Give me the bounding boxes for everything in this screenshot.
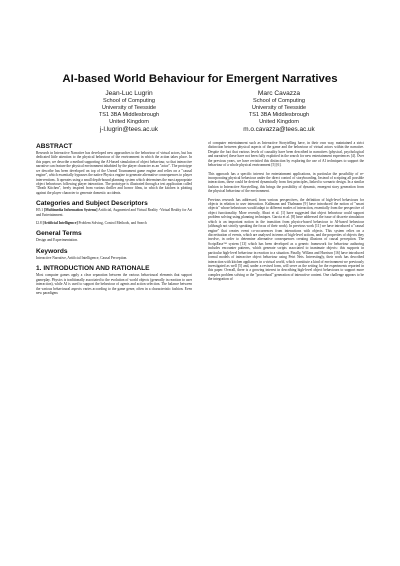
author-postcode: TS1 3BA Middlesbrough [248,111,310,118]
author-university: University of Teesside [251,104,307,111]
author-postcode: TS1 3BA Middlesbrough [98,111,160,118]
author-name: Marc Cavazza [257,90,301,97]
introduction-text-left: Most computer games apply a clear separation between the various behavioural elements that support gameplay. Physics is traditionally associated to the evolution of world objects (generally in reaction to user interaction), while AI is used to support the behaviour of agents and action selection. The balance between the various behavioural aspects varies according to the game genre, often in a characteristic fashion. Even new paradigms [36,273,192,296]
introduction-paragraph: This approach has a specific interest for entertainment applications, in particular the possibility of re-incorporating physical behaviour under the direct control of storyboarding. Instead of scripting all possible interactions, these could be derived dynamically from first principles, linked to scenario design. In a similar fashion to Interactive Storytelling, this brings the possibility of dynamic, emergent story generation from the physical behaviour of the environment. [208,171,364,194]
author-email[interactable]: m.o.cavazza@tees.ac.uk [243,125,315,133]
category-text: Problem Solving, Control Methods, and Search [78,221,147,226]
author-university: University of Teesside [101,104,157,111]
author-country: United Kingdom [109,118,149,125]
category-entry [36,208,192,217]
author-email[interactable]: j-l.lugrin@tees.ac.uk [100,125,158,133]
introduction-paragraph: Previous research has addressed, from various perspectives, the definition of high-level behaviours for objects in relation to user interaction. Kallmann and Thalmann [9] have introduced the notion of "smart objects" whose behaviours would adapt to different modes of interaction, essentially from the perspective of object functionality. More recently, Abaci et al. [1] have suggested that object behaviour could support problem solving using planning techniques. Garcia et al. [8] have addressed the issue of discrete simulation which is an important notion in the transition from physics-based behaviour to AI-based behaviour (although not strictly speaking the focus of their work). In previous work [11] we have introduced a "causal engine" that creates event co-occurrences from interactions with objects. This system relies on a discretisation of events, which are analysed in terms of high-level actions, and the properties of objects they involve, in order to determine alternative consequences creating illusions of causal perception. The ScriptEase™ system [13] which has been developed as a generic framework for behaviour authoring includes encounter patterns, which generate scripts associated to inanimate objects: this supports in particular high-level behaviour in reaction to a situation. Finally, Willans and Harrison [16] have introduced formal models of interactive object behaviour using Petri Nets. Interestingly, their work has described interaction with kitchen appliances in a virtual world, which constitute a kind of environment we previously investigated as well [5] and, under a revised form, will serve as the setting for the experiments reported in this paper. Overall, there is a growing interest in describing high-level object behaviours to support more complex problem solving or the "procedural" generation of interactive content. One challenge appears to be the integration of [208,197,364,282]
category-code: I2.8 [36,221,42,226]
category-text: Artificial, Augmented and Virtual Reality -Virtual Reality for Art and Entertainment. [36,208,192,217]
author-2 [204,90,354,133]
abstract-text: Research in Interactive Narrative has developed new approaches to the behaviour of virtual actors, but has dedicated little attention to the physical behaviour of the environment in which the action takes place. In this paper, we describe a method supporting the AI-based simulation of object behaviour, so that interactive narrative can feature the physical environment inhabited by the player character as an "actor". The prototype we describe has been developed on top of the Unreal Tournament game engine and relies on a "causal engine", which essentially bypasses the native Physics engine to generate alternative consequences to player interventions. It operates using a small depth-bound planning system which determines the most appropriate object behaviours following player interaction. The prototype is illustrated through a test application called "Death Kitchen", freely inspired from various thriller and horror films, in which the kitchen is plotting against the player character to generate domestic accidents. [36,151,192,195]
right-column [208,141,364,282]
general-terms-text: Design and Experimentation. [36,238,79,243]
author-country: United Kingdom [259,118,299,125]
left-column [36,143,192,295]
keywords-heading: Keywords [36,247,68,255]
categories-heading: Categories and Subject Descriptors [36,200,148,208]
author-1 [54,90,204,133]
category-title: [Multimedia Information Systems] [44,208,98,213]
author-name: Jean-Luc Lugrin [105,90,153,97]
paper-title: AI-based World Behaviour for Emergent Narratives [62,73,338,85]
category-code: H5.1 [36,208,44,213]
general-terms-heading: General Terms [36,230,82,238]
keywords-text: Interactive Narrative, Artificial Intelligence, Causal Perception. [36,255,128,260]
introduction-heading: 1. INTRODUCTION AND RATIONALE [36,265,150,273]
author-school: School of Computing [253,97,305,104]
category-title: [Artificial Intelligence] [42,221,78,226]
abstract-heading: ABSTRACT [36,143,73,150]
introduction-paragraph: of computer entertainment such as Interactive Storytelling have, in their own way, maintained a strict distinction between physical aspects of the game and the behaviour of virtual actors within the narrative. Despite the fact that various levels of causality have been described in narratives (physical, psychological and narrative) these have not been fully exploited in the search for new entertainment experiences [4]. Over the previous years, we have revisited this distinction by exploring the use of AI techniques to support the behaviour of a whole physical environment [5] [6]. [208,141,364,168]
author-block [54,90,354,136]
author-school: School of Computing [103,97,155,104]
